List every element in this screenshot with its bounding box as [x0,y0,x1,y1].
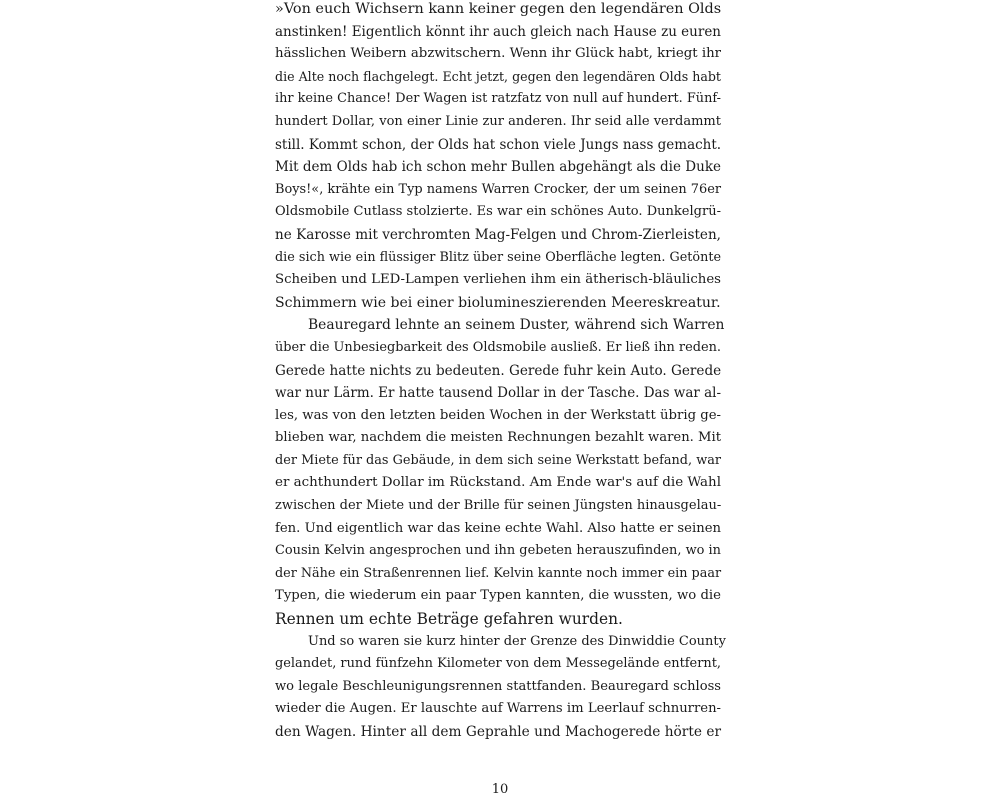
text-line: die Alte noch flachgelegt. Echt jetzt, gegen den legendären Olds habt [275,68,721,84]
text-line: der Nähe ein Straßenrennen lief. Kelvin kannte noch immer ein paar [275,565,722,581]
text-line: den Wagen. Hinter all dem Geprahle und Machogerede hörte er [275,724,721,740]
text-line: Rennen um echte Beträge gefahren wurden. [275,610,623,629]
text-line: »Von euch Wichsern kann keiner gegen den legendären Olds [275,1,722,17]
text-line: Scheiben und LED-Lampen verliehen ihm ein ätherisch-bläuliches [275,272,721,288]
text-line: hässlichen Weibern abzwitschern. Wenn ihr Glück habt, kriegt ihr [275,46,722,62]
text-line: hundert Dollar, von einer Linie zur anderen. Ihr seid alle verdammt [275,113,721,129]
text-line: Oldsmobile Cutlass stolzierte. Es war ein schönes Auto. Dunkelgrü- [275,204,721,220]
text-line: ne Karosse mit verchromten Mag-Felgen und Chrom-Zierleisten, [275,226,721,243]
text-line: war nur Lärm. Er hatte tausend Dollar in der Tasche. Das war al- [275,385,721,402]
text-line: wieder die Augen. Er lauschte auf Warrens im Leerlauf schnurren- [275,701,721,717]
text-line: still. Kommt schon, der Olds hat schon viele Jungs nass gemacht. [275,136,722,153]
paragraph-1 [275,0,721,314]
text-line: Und so waren sie kurz hinter der Grenze des Dinwiddie County [308,633,726,649]
text-line: blieben war, nachdem die meisten Rechnungen bezahlt waren. Mit [275,430,721,446]
text-line: fen. Und eigentlich war das keine echte Wahl. Also hatte er seinen [275,520,721,536]
text-line: les, was von den letzten beiden Wochen in der Werkstatt übrig ge- [275,407,722,423]
text-line: gelandet, rund fünfzehn Kilometer von dem Messegelände entfernt, [275,656,721,672]
book-page [275,0,726,744]
text-line: Gerede hatte nichts zu bedeuten. Gerede fuhr kein Auto. Gerede [275,362,722,379]
text-line: Cousin Kelvin angesprochen und ihn gebeten herauszufinden, wo in [275,543,721,559]
text-line: wo legale Beschleunigungsrennen stattfanden. Beauregard schloss [275,678,721,694]
text-line: Boys!«, krähte ein Typ namens Warren Crocker, der um seinen 76er [275,181,721,197]
text-line: ihr keine Chance! Der Wagen ist ratzfatz von null auf hundert. Fünf- [275,91,721,107]
text-line: der Miete für das Gebäude, in dem sich seine Werkstatt befand, war [275,452,721,468]
text-line: die sich wie ein flüssiger Blitz über seine Oberfläche legten. Getönte [275,249,721,265]
text-line: anstinken! Eigentlich könnt ihr auch gleich nach Hause zu euren [275,23,722,40]
text-line: Typen, die wiederum ein paar Typen kannten, die wussten, wo die [275,588,721,604]
text-line: über die Unbesiegbarkeit des Oldsmobile ausließ. Er ließ ihn reden. [275,339,721,355]
page-number: 10 [491,782,509,797]
text-line: Schimmern wie bei einer biolumineszierenden Meereskreatur. [275,294,721,311]
paragraph-3 [275,631,726,744]
text-line: Beauregard lehnte an seinem Duster, während sich Warren [308,317,725,334]
text-line: Mit dem Olds hab ich schon mehr Bullen abgehängt als die Duke [275,159,721,176]
text-line: er achthundert Dollar im Rückstand. Am Ende war's auf die Wahl [275,475,721,491]
paragraph-2 [275,314,725,630]
text-line: zwischen der Miete und der Brille für seinen Jüngsten hinausgelau- [275,498,722,514]
